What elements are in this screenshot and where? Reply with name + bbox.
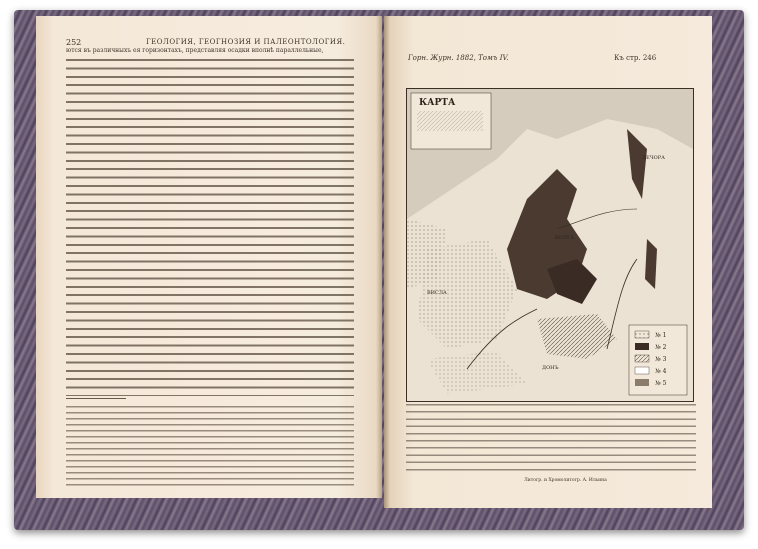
map-graphic [407,89,693,401]
first-text-line: ются въ различныхъ ея горизонтахъ, представляя осадки вполнѣ параллельные, [66,47,324,54]
map-title: КАРТА [419,98,456,108]
footnotes-block [66,404,354,490]
journal-header: Горн. Журн. 1882, Томъ IV. [408,54,509,62]
page-number: 252 [66,38,82,47]
body-text-block [66,56,354,396]
map-label-don: ДОНЪ [542,365,559,371]
legend-3: № 3 [655,356,667,363]
map-label-pechora: ЛЕЧОРА [642,155,665,161]
running-head: ГЕОЛОГИЯ, ГЕОГНОЗИЯ И ПАЛЕОНТОЛОГИЯ. [146,38,346,46]
legend-5: № 5 [655,380,667,387]
legend-2: № 2 [655,344,667,351]
map-imprint: Литогр. и Хромолитогр. А. Ильина [524,478,607,483]
geological-map [406,88,694,402]
page-reference: Къ стр. 246 [614,54,657,62]
map-label-vistula: ВИСЛА [427,290,447,296]
legend-4: № 4 [655,368,667,375]
legend-1: № 1 [655,332,667,339]
left-page [36,16,382,498]
map-explanation-text [406,402,696,472]
footnote-rule [66,398,126,399]
map-label-volga: ВОЛГА [555,235,575,241]
right-page [384,16,712,508]
